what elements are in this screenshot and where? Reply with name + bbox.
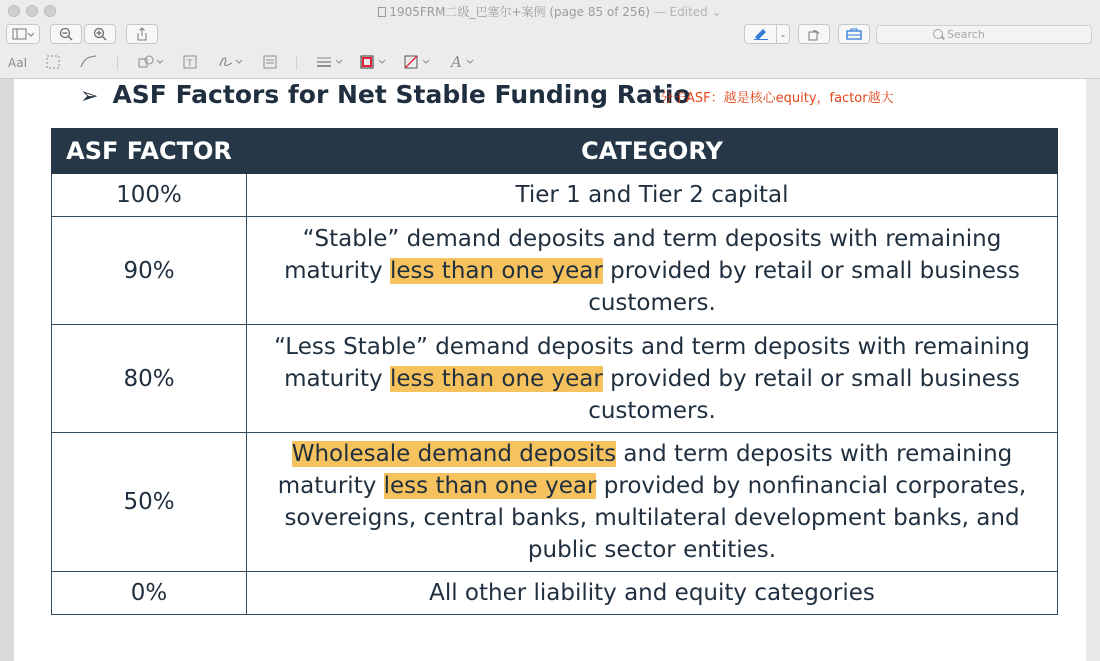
search-icon — [933, 29, 943, 39]
zoom-in-icon — [93, 27, 107, 41]
table-row — [52, 325, 1058, 433]
asf-factor-cell: 90% — [52, 217, 247, 325]
asf-factor-cell: 100% — [52, 174, 247, 217]
sidebar-icon — [12, 28, 34, 40]
divider — [117, 56, 118, 70]
chevron-down-icon: ⌄ — [779, 29, 787, 39]
zoom-out-button[interactable] — [50, 24, 82, 44]
toolbox-button[interactable] — [838, 24, 870, 44]
category-text: Tier 1 and Tier 2 capital — [515, 182, 789, 208]
table-row — [52, 572, 1058, 615]
asf-factor-cell: 0% — [52, 572, 247, 615]
category-text: provided by retail or small business customers. — [588, 365, 1020, 424]
share-button[interactable] — [126, 24, 158, 44]
rotate-icon — [807, 27, 821, 41]
highlighted-text[interactable]: less than one year — [383, 473, 597, 499]
category-text: provided by retail or small business customers. — [588, 257, 1020, 316]
table-body — [52, 174, 1058, 615]
highlighted-text[interactable]: less than one year — [389, 365, 603, 392]
sketch-icon[interactable] — [80, 55, 98, 72]
header-category: CATEGORY — [247, 129, 1058, 174]
note-icon[interactable] — [263, 55, 277, 72]
table-header-row — [52, 129, 1058, 174]
svg-text:A: A — [451, 54, 462, 70]
rectangular-selection-icon[interactable] — [46, 55, 60, 72]
search-placeholder: Search — [947, 28, 985, 41]
window-title — [0, 3, 1100, 20]
share-icon — [136, 27, 148, 41]
category-text: and term deposits with remaining maturity — [277, 441, 1013, 499]
category-cell — [247, 217, 1058, 325]
title-bar — [0, 0, 1100, 22]
sidebar-toggle-button[interactable] — [6, 24, 40, 44]
markup-toolbar — [0, 48, 1100, 79]
asf-factor-cell: 50% — [52, 433, 247, 572]
zoom-in-button[interactable] — [84, 24, 116, 44]
highlighted-text[interactable]: less than one year — [389, 257, 603, 284]
arrow-bullet-icon: ➢ — [80, 84, 99, 109]
text-style-icon[interactable] — [450, 54, 478, 73]
line-style-icon[interactable] — [316, 55, 344, 72]
highlighted-text[interactable]: Wholesale demand deposits — [291, 441, 617, 467]
search-input[interactable] — [876, 25, 1092, 44]
text-selection-icon[interactable]: AaI — [8, 56, 28, 70]
category-text: “Stable” demand deposits and term deposits with remaining maturity — [284, 225, 1002, 284]
zoom-out-icon — [59, 27, 73, 41]
category-cell — [247, 433, 1058, 572]
header-asf-factor: ASF FACTOR — [52, 129, 247, 174]
handwritten-annotation[interactable]: 分子ASF：越是核心equity，factor越大 — [660, 91, 894, 106]
main-toolbar — [0, 22, 1100, 48]
table-row — [52, 174, 1058, 217]
document-icon — [378, 7, 386, 17]
svg-text:T: T — [187, 59, 193, 69]
text-box-icon[interactable] — [183, 55, 197, 72]
category-cell — [247, 572, 1058, 615]
category-text: All other liability and equity categories — [429, 580, 875, 606]
table-row — [52, 217, 1058, 325]
category-text: provided by nonfinancial corporates, sovereigns, central banks, multilateral development banks, and public sector entities. — [284, 473, 1027, 563]
page-gutter — [1086, 79, 1100, 661]
window-title-text: 1905FRM二级_巴塞尔+案例 (page 85 of 256) — [389, 5, 650, 19]
fill-color-icon[interactable] — [404, 55, 432, 72]
page-heading — [80, 80, 691, 109]
asf-factor-table — [51, 128, 1058, 615]
divider — [296, 56, 297, 70]
markup-options-button[interactable] — [776, 24, 790, 44]
markup-toolbar-button[interactable] — [744, 24, 776, 44]
signature-icon[interactable] — [218, 55, 244, 72]
toolbox-icon — [846, 28, 862, 40]
category-text: “Less Stable” demand deposits and term deposits with remaining maturity — [274, 333, 1030, 392]
pen-icon — [753, 28, 769, 40]
edited-status[interactable]: — Edited ⌄ — [653, 5, 722, 19]
rotate-button[interactable] — [798, 24, 830, 44]
table-row — [52, 433, 1058, 572]
border-color-icon[interactable] — [360, 55, 388, 72]
category-cell — [247, 174, 1058, 217]
asf-factor-cell: 80% — [52, 325, 247, 433]
shapes-icon[interactable] — [138, 55, 164, 72]
heading-text: ASF Factors for Net Stable Funding Ratio — [112, 80, 691, 109]
category-cell — [247, 325, 1058, 433]
